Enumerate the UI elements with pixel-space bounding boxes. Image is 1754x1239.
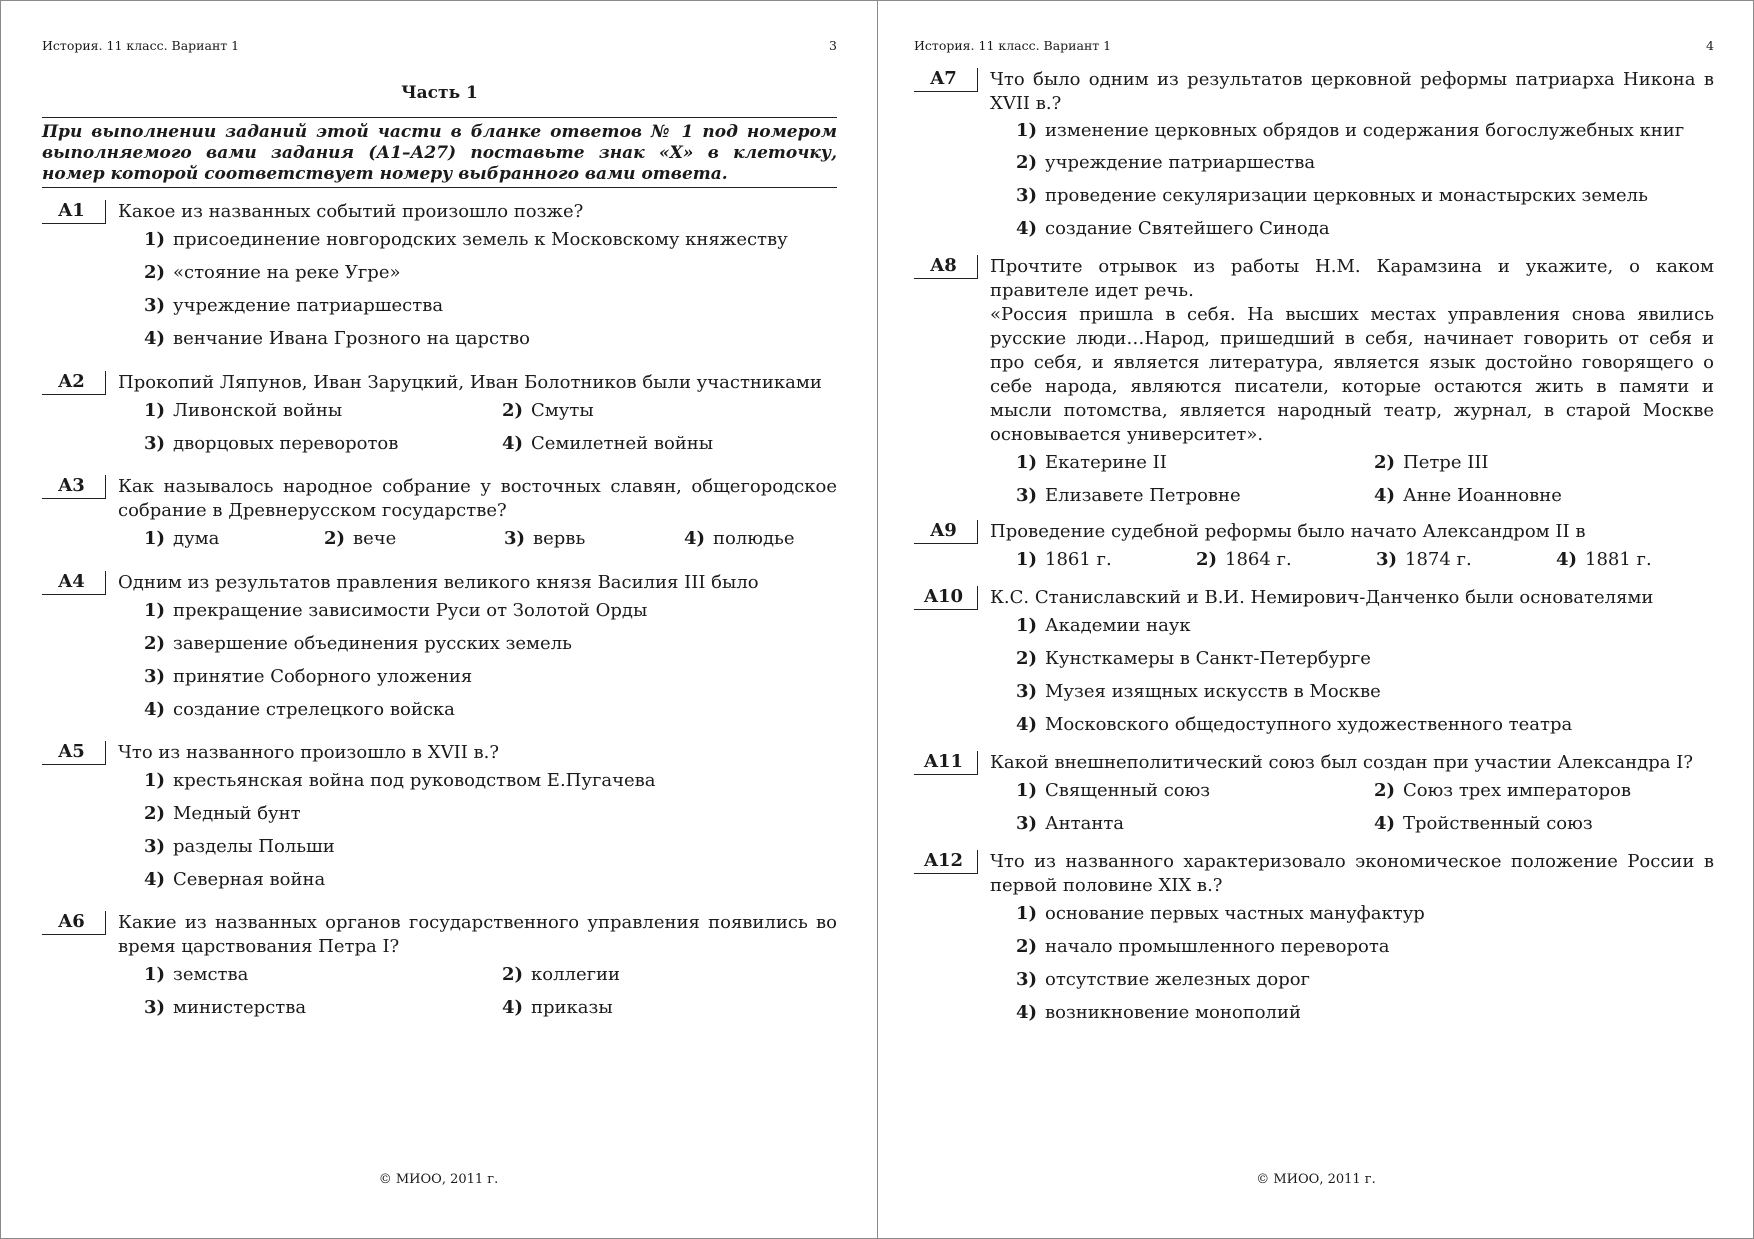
answer-option: 3) министерства [144,997,307,1018]
answer-option: 4) приказы [502,997,613,1018]
answer-option: 4) возникновение монополий [1016,1002,1301,1023]
answer-option: 3) Елизавете Петровне [1016,485,1241,506]
task-a1 [42,200,837,224]
answer-option: 2) Петре III [1374,452,1489,473]
task-a1-options [144,228,837,351]
answer-option: 2) Медный бунт [144,803,301,824]
copyright-footer: © МИОО, 2011 г. [1256,1172,1376,1187]
task-question: Что было одним из результатов церковной реформы патриарха Никона в XVII в.? [990,69,1714,114]
answer-option: 4) создание стрелецкого войска [144,699,455,720]
task-question: Что из названного характеризовало экономическое положение России в первой половине XIX в.? [990,851,1714,896]
answer-option: 1) крестьянская война под руководством Е.Пугачева [144,770,656,791]
task-a4-options [144,599,837,722]
answer-option: 4) полюдье [684,528,795,549]
answer-option: 4) Семилетней войны [502,433,714,454]
task-a12 [914,850,1714,898]
task-label: A12 [914,850,978,874]
answer-option: 3) разделы Польши [144,836,335,857]
task-label: A4 [42,571,106,595]
answer-option: 3) Музея изящных искусств в Москве [1016,681,1381,702]
answer-option: 1) Академии наук [1016,615,1191,636]
answer-option: 2) «стояние на реке Угре» [144,262,401,283]
task-a2-options [144,395,837,456]
task-a11 [914,751,1714,775]
answer-option: 3) вервь [504,528,586,549]
answer-option: 3) принятие Соборного уложения [144,666,473,687]
answer-option: 4) создание Святейшего Синода [1016,218,1330,239]
answer-option: 1) прекращение зависимости Руси от Золотой Орды [144,600,648,621]
answer-option: 1) земства [144,964,249,985]
task-question: Проведение судебной реформы было начато Александром II в [990,521,1586,542]
answer-option: 2) завершение объединения русских земель [144,633,572,654]
task-question: Как называлось народное собрание у восточных славян, общегородское собрание в Древнерусском государстве? [118,476,837,521]
task-label: A6 [42,911,106,935]
answer-option: 3) учреждение патриаршества [144,295,444,316]
task-question: Какие из названных органов государственного управления появились во время царствования Петра I? [118,912,837,957]
task-a8-options [1016,447,1714,508]
answer-option: 1) дума [144,528,220,549]
answer-option: 1) основание первых частных мануфактур [1016,903,1425,924]
answer-option: 4) Тройственный союз [1374,813,1593,834]
answer-option: 2) Союз трех императоров [1374,780,1632,801]
answer-option: 4) Московского общедоступного художественного театра [1016,714,1573,735]
task-question: Какой внешнеполитический союз был создан при участии Александра I? [990,752,1693,773]
answer-option: 4) Анне Иоанновне [1374,485,1562,506]
task-label: A7 [914,68,978,92]
answer-option: 2) 1864 г. [1196,549,1292,570]
running-header [914,38,1714,58]
task-question: Какое из названных событий произошло позже? [118,201,584,222]
task-a9-options [1016,544,1714,572]
task-a3-options [144,523,837,551]
task-a3 [42,475,837,523]
task-label: A1 [42,200,106,224]
task-a5 [42,741,837,765]
answer-option: 3) Антанта [1016,813,1125,834]
header-title: История. 11 класс. Вариант 1 [914,38,1112,53]
running-header [42,38,837,58]
header-title: История. 11 класс. Вариант 1 [42,38,240,53]
task-a10 [914,586,1714,610]
page-number: 3 [829,38,837,53]
task-a12-options [1016,902,1714,1025]
answer-option: 3) проведение секуляризации церковных и монастырских земель [1016,185,1648,206]
answer-option: 2) Смуты [502,400,594,421]
page-right [878,0,1754,1239]
task-label: A8 [914,255,978,279]
answer-option: 2) коллегии [502,964,621,985]
task-label: A11 [914,751,978,775]
answer-option: 4) Северная война [144,869,326,890]
task-label: A9 [914,520,978,544]
part-title: Часть 1 [401,83,478,103]
answer-option: 1) Ливонской войны [144,400,343,421]
task-label: A10 [914,586,978,610]
answer-option: 2) Кунсткамеры в Санкт-Петербурге [1016,648,1371,669]
task-a7-options [1016,120,1714,241]
answer-option: 3) отсутствие железных дорог [1016,969,1310,990]
task-a10-options [1016,614,1714,737]
task-label: A5 [42,741,106,765]
task-a11-options [1016,775,1714,836]
task-a5-options [144,769,837,892]
answer-option: 1) изменение церковных обрядов и содержания богослужебных книг [1016,120,1685,141]
task-a6 [42,911,837,959]
answer-option: 2) учреждение патриаршества [1016,152,1316,173]
task-a7 [914,68,1714,116]
task-a4 [42,571,837,595]
task-question: Что из названного произошло в XVII в.? [118,742,500,763]
copyright-footer: © МИОО, 2011 г. [378,1172,499,1187]
answer-option: 3) дворцовых переворотов [144,433,399,454]
task-question: Прокопий Ляпунов, Иван Заруцкий, Иван Болотников были участниками [118,372,822,393]
task-label: A3 [42,475,106,499]
task-a6-options [144,959,837,1020]
question-text: Прочтите отрывок из работы Н.М. Карамзина и укажите, о каком правителе идет речь. [990,256,1714,301]
instructions: При выполнении заданий этой части в бланке ответов № 1 под номером выполняемого вами задания (А1–А27) поставьте знак «X» в клеточку, номер которой соответствует номеру выбранного вами ответа. [42,117,837,188]
quote-text: «Россия пришла в себя. На высших местах управления снова явились русские люди…Народ, пришедший в себя, начинает говорить от себя и про себя, и является литература, является язык достойно говорящего о себе народа, являются писатели, которые остаются жить в памяти и мысли потомства, является народный театр, журнал, в старой Москве основывается университет». [990,304,1714,445]
page-number: 4 [1706,38,1714,53]
task-a2 [42,371,837,395]
answer-option: 2) вече [324,528,397,549]
answer-option: 4) венчание Ивана Грозного на царство [144,328,531,349]
task-question: К.С. Станиславский и В.И. Немирович-Данченко были основателями [990,587,1654,608]
task-a9 [914,520,1714,544]
task-a8 [914,255,1714,447]
answer-option: 1) Екатерине II [1016,452,1167,473]
answer-option: 4) 1881 г. [1556,549,1652,570]
answer-option: 1) Священный союз [1016,780,1211,801]
task-question: Одним из результатов правления великого князя Василия III было [118,572,759,593]
answer-option: 2) начало промышленного переворота [1016,936,1390,957]
answer-option: 1) 1861 г. [1016,549,1112,570]
task-question [990,255,1714,447]
task-label: A2 [42,371,106,395]
answer-option: 3) 1874 г. [1376,549,1472,570]
answer-option: 1) присоединение новгородских земель к Московскому княжеству [144,229,788,250]
